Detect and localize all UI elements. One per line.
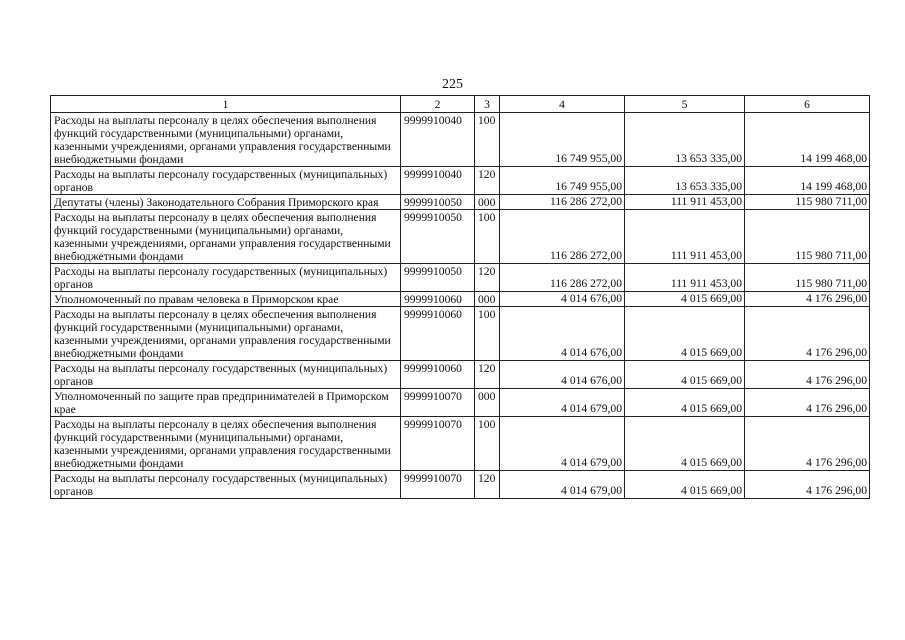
row-value-col4: 4 014 676,00 xyxy=(500,307,625,361)
table-row xyxy=(51,417,870,471)
row-value-col6: 14 199 468,00 xyxy=(745,167,870,195)
row-name: Расходы на выплаты персоналу государственных (муниципальных) органов xyxy=(51,167,401,195)
row-value-col5: 13 653 335,00 xyxy=(625,167,745,195)
row-expense-type: 100 xyxy=(475,210,500,264)
row-target-code: 9999910040 xyxy=(401,113,475,167)
row-value-col5: 111 911 453,00 xyxy=(625,195,745,210)
row-target-code: 9999910050 xyxy=(401,264,475,292)
row-expense-type: 100 xyxy=(475,113,500,167)
table-row xyxy=(51,389,870,417)
row-name: Расходы на выплаты персоналу государственных (муниципальных) органов xyxy=(51,471,401,499)
table-row xyxy=(51,195,870,210)
row-value-col4: 4 014 679,00 xyxy=(500,389,625,417)
table-row xyxy=(51,292,870,307)
column-header: 6 xyxy=(745,96,870,113)
table-header-row xyxy=(51,96,870,113)
row-value-col4: 16 749 955,00 xyxy=(500,113,625,167)
row-name: Депутаты (члены) Законодательного Собрания Приморского края xyxy=(51,195,401,210)
row-target-code: 9999910060 xyxy=(401,361,475,389)
row-value-col5: 4 015 669,00 xyxy=(625,471,745,499)
column-header: 4 xyxy=(500,96,625,113)
row-target-code: 9999910070 xyxy=(401,471,475,499)
row-value-col6: 4 176 296,00 xyxy=(745,389,870,417)
row-target-code: 9999910050 xyxy=(401,210,475,264)
row-name: Расходы на выплаты персоналу в целях обеспечения выполнения функций государственными (муниципальными) органами, казенными учреждениями, органами управления государственными внебюджетными фондами xyxy=(51,307,401,361)
budget-table xyxy=(50,95,870,499)
row-name: Расходы на выплаты персоналу в целях обеспечения выполнения функций государственными (муниципальными) органами, казенными учреждениями, органами управления государственными внебюджетными фондами xyxy=(51,113,401,167)
row-value-col6: 115 980 711,00 xyxy=(745,210,870,264)
row-expense-type: 100 xyxy=(475,307,500,361)
row-value-col4: 16 749 955,00 xyxy=(500,167,625,195)
row-value-col5: 13 653 335,00 xyxy=(625,113,745,167)
row-value-col5: 4 015 669,00 xyxy=(625,389,745,417)
table-row xyxy=(51,307,870,361)
row-value-col4: 116 286 272,00 xyxy=(500,264,625,292)
row-name: Расходы на выплаты персоналу в целях обеспечения выполнения функций государственными (муниципальными) органами, казенными учреждениями, органами управления государственными внебюджетными фондами xyxy=(51,210,401,264)
table-row xyxy=(51,210,870,264)
row-expense-type: 100 xyxy=(475,417,500,471)
column-header: 5 xyxy=(625,96,745,113)
table-row xyxy=(51,471,870,499)
row-name: Расходы на выплаты персоналу государственных (муниципальных) органов xyxy=(51,264,401,292)
row-value-col5: 4 015 669,00 xyxy=(625,417,745,471)
row-target-code: 9999910070 xyxy=(401,417,475,471)
row-value-col4: 116 286 272,00 xyxy=(500,210,625,264)
row-value-col5: 4 015 669,00 xyxy=(625,292,745,307)
row-value-col6: 4 176 296,00 xyxy=(745,361,870,389)
row-target-code: 9999910050 xyxy=(401,195,475,210)
row-value-col5: 111 911 453,00 xyxy=(625,264,745,292)
page-number: 225 xyxy=(442,77,463,92)
row-target-code: 9999910060 xyxy=(401,292,475,307)
column-header: 3 xyxy=(475,96,500,113)
row-value-col6: 115 980 711,00 xyxy=(745,195,870,210)
row-name: Уполномоченный по защите прав предпринимателей в Приморском крае xyxy=(51,389,401,417)
row-value-col4: 4 014 676,00 xyxy=(500,361,625,389)
row-value-col6: 4 176 296,00 xyxy=(745,307,870,361)
row-target-code: 9999910070 xyxy=(401,389,475,417)
row-expense-type: 000 xyxy=(475,389,500,417)
row-expense-type: 120 xyxy=(475,471,500,499)
row-value-col6: 115 980 711,00 xyxy=(745,264,870,292)
row-target-code: 9999910060 xyxy=(401,307,475,361)
row-expense-type: 000 xyxy=(475,292,500,307)
row-value-col4: 4 014 679,00 xyxy=(500,471,625,499)
row-value-col5: 4 015 669,00 xyxy=(625,361,745,389)
row-name: Уполномоченный по правам человека в Приморском крае xyxy=(51,292,401,307)
column-header: 1 xyxy=(51,96,401,113)
row-expense-type: 000 xyxy=(475,195,500,210)
table-row xyxy=(51,113,870,167)
row-value-col6: 4 176 296,00 xyxy=(745,292,870,307)
row-expense-type: 120 xyxy=(475,167,500,195)
table-row xyxy=(51,361,870,389)
row-expense-type: 120 xyxy=(475,361,500,389)
row-value-col6: 4 176 296,00 xyxy=(745,417,870,471)
row-value-col5: 111 911 453,00 xyxy=(625,210,745,264)
row-expense-type: 120 xyxy=(475,264,500,292)
row-value-col4: 116 286 272,00 xyxy=(500,195,625,210)
row-value-col4: 4 014 676,00 xyxy=(500,292,625,307)
row-value-col4: 4 014 679,00 xyxy=(500,417,625,471)
row-name: Расходы на выплаты персоналу в целях обеспечения выполнения функций государственными (муниципальными) органами, казенными учреждениями, органами управления государственными внебюджетными фондами xyxy=(51,417,401,471)
row-value-col6: 14 199 468,00 xyxy=(745,113,870,167)
row-value-col5: 4 015 669,00 xyxy=(625,307,745,361)
row-target-code: 9999910040 xyxy=(401,167,475,195)
row-name: Расходы на выплаты персоналу государственных (муниципальных) органов xyxy=(51,361,401,389)
column-header: 2 xyxy=(401,96,475,113)
table-row xyxy=(51,167,870,195)
row-value-col6: 4 176 296,00 xyxy=(745,471,870,499)
table-row xyxy=(51,264,870,292)
